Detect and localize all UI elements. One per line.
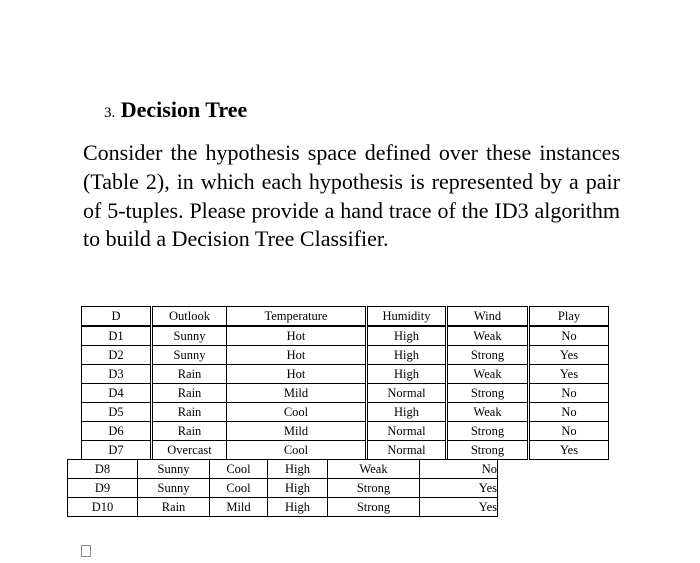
table-cell: Normal bbox=[367, 441, 447, 460]
extra-instances-table bbox=[67, 459, 498, 517]
header-cell: D bbox=[82, 307, 152, 327]
table-cell: Hot bbox=[227, 346, 367, 365]
table-cell: D6 bbox=[82, 422, 152, 441]
table-cell: D4 bbox=[82, 384, 152, 403]
table-row bbox=[82, 365, 609, 384]
table-row bbox=[82, 441, 609, 460]
table-cell: High bbox=[367, 326, 447, 346]
header-cell: Temperature bbox=[227, 307, 367, 327]
table-row bbox=[82, 422, 609, 441]
header-cell: Humidity bbox=[367, 307, 447, 327]
table-cell: Cool bbox=[227, 403, 367, 422]
table-cell: Normal bbox=[367, 422, 447, 441]
table-cell: D5 bbox=[82, 403, 152, 422]
table-cell: High bbox=[367, 346, 447, 365]
table-cell: Sunny bbox=[138, 460, 210, 479]
table-cell: High bbox=[268, 460, 328, 479]
table-cell: No bbox=[529, 326, 609, 346]
table-cell: Strong bbox=[447, 346, 529, 365]
section-title: Decision Tree bbox=[120, 97, 248, 122]
table-cell: Hot bbox=[227, 365, 367, 384]
table-cell: High bbox=[268, 479, 328, 498]
table-row bbox=[68, 479, 498, 498]
table-cell: High bbox=[268, 498, 328, 517]
table-cell: Sunny bbox=[138, 479, 210, 498]
table-cell: Weak bbox=[447, 326, 529, 346]
table-cell: Mild bbox=[210, 498, 268, 517]
table-cell: Rain bbox=[152, 365, 227, 384]
table-cell: Cool bbox=[210, 479, 268, 498]
table-row bbox=[82, 403, 609, 422]
table-cell: Yes bbox=[420, 479, 498, 498]
table-cell: Strong bbox=[328, 498, 420, 517]
table-cell: D2 bbox=[82, 346, 152, 365]
table-cell: High bbox=[367, 365, 447, 384]
table-cell: Rain bbox=[152, 422, 227, 441]
section-heading bbox=[104, 97, 247, 123]
table-cell: No bbox=[420, 460, 498, 479]
instances-table bbox=[81, 306, 609, 460]
table-cell: Weak bbox=[328, 460, 420, 479]
table-cell: Yes bbox=[420, 498, 498, 517]
table-cell: Cool bbox=[210, 460, 268, 479]
table-cell: High bbox=[367, 403, 447, 422]
table-cell: Hot bbox=[227, 326, 367, 346]
table-cell: Overcast bbox=[152, 441, 227, 460]
table-cell: Yes bbox=[529, 441, 609, 460]
table-cell: Rain bbox=[138, 498, 210, 517]
table-row bbox=[82, 384, 609, 403]
table-cell: Normal bbox=[367, 384, 447, 403]
table-cell: No bbox=[529, 403, 609, 422]
table-cell: Sunny bbox=[152, 346, 227, 365]
header-cell: Play bbox=[529, 307, 609, 327]
table-cell: D3 bbox=[82, 365, 152, 384]
table-cell: D7 bbox=[82, 441, 152, 460]
section-number: 3. bbox=[104, 105, 116, 121]
header-cell: Wind bbox=[447, 307, 529, 327]
table-cell: D9 bbox=[68, 479, 138, 498]
table-row bbox=[68, 498, 498, 517]
table-cell: Strong bbox=[328, 479, 420, 498]
table-cell: Rain bbox=[152, 384, 227, 403]
table-header-row bbox=[82, 307, 609, 327]
table-cell: Strong bbox=[447, 384, 529, 403]
table-row bbox=[82, 326, 609, 346]
table-cell: Mild bbox=[227, 384, 367, 403]
table-cell: D1 bbox=[82, 326, 152, 346]
table-cell: D10 bbox=[68, 498, 138, 517]
table-cell: D8 bbox=[68, 460, 138, 479]
table-row bbox=[68, 460, 498, 479]
table-cell: Sunny bbox=[152, 326, 227, 346]
table-cell: No bbox=[529, 384, 609, 403]
table-cell: Strong bbox=[447, 441, 529, 460]
table-cell: Yes bbox=[529, 346, 609, 365]
table-cell: Mild bbox=[227, 422, 367, 441]
table-cell: Yes bbox=[529, 365, 609, 384]
question-text: Consider the hypothesis space defined over these instances (Table 2), in which each hypothesis is represented by a pair of 5-tuples. Please provide a hand trace of the ID3 algorithm to build a Decision Tree Classifier. bbox=[83, 140, 620, 252]
table-cell: Cool bbox=[227, 441, 367, 460]
header-cell: Outlook bbox=[152, 307, 227, 327]
table-cell: No bbox=[529, 422, 609, 441]
table-cell: Rain bbox=[152, 403, 227, 422]
table-row bbox=[82, 346, 609, 365]
checkbox-icon[interactable] bbox=[81, 545, 91, 557]
table-cell: Weak bbox=[447, 365, 529, 384]
table-cell: Weak bbox=[447, 403, 529, 422]
table-cell: Strong bbox=[447, 422, 529, 441]
